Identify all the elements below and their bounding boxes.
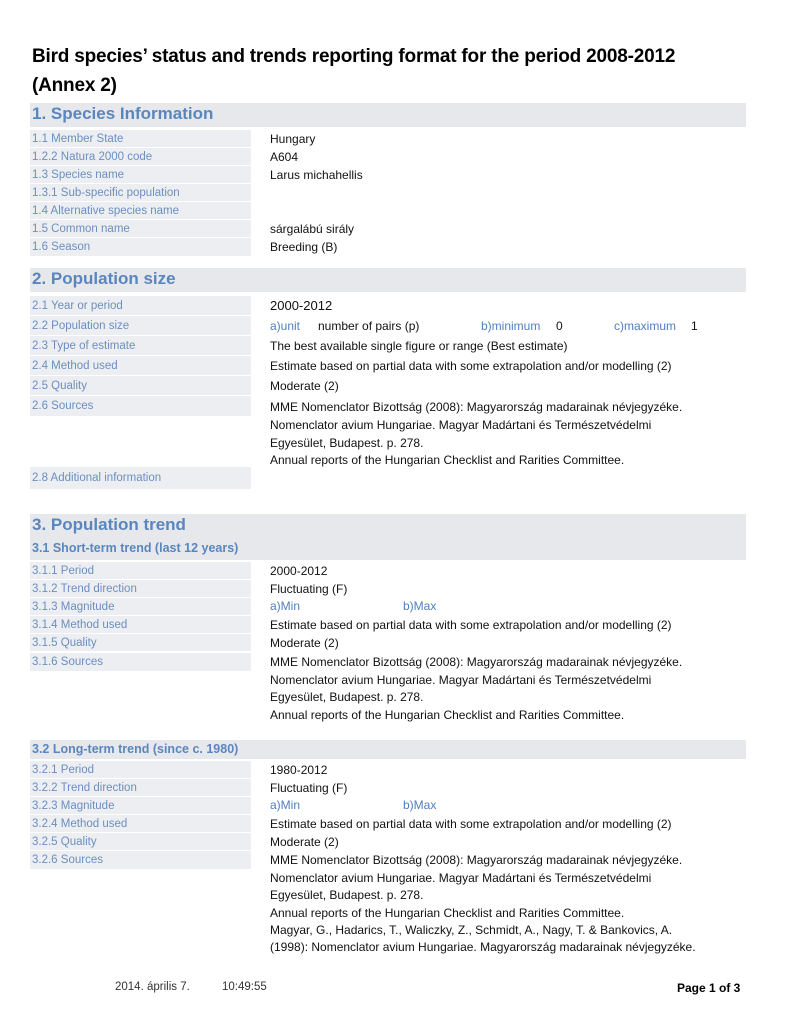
section-species-information — [30, 103, 746, 127]
source-line: Nomenclator avium Hungariae. Magyar Madártani és Természetvédelmi — [270, 418, 652, 432]
label-additional-information: 2.8 Additional information — [30, 467, 251, 489]
source-line: MME Nomenclator Bizottság (2008): Magyarország madarainak névjegyzéke. — [270, 655, 683, 669]
footer-date: 2014. április 7. — [115, 981, 190, 993]
source-line: MME Nomenclator Bizottság (2008): Magyarország madarainak névjegyzéke. — [270, 400, 683, 414]
subsection-long-term-trend — [30, 740, 746, 759]
document-title-line2: (Annex 2) — [32, 75, 117, 96]
label-short-quality: 3.1.5 Quality — [30, 634, 251, 652]
value-quality: Moderate (2) — [270, 379, 339, 393]
label-population-size: 2.2 Population size — [30, 316, 251, 336]
label-short-method-used: 3.1.4 Method used — [30, 616, 251, 634]
label-method-used: 2.4 Method used — [30, 356, 251, 376]
label-short-sources: 3.1.6 Sources — [30, 653, 251, 671]
section-heading: 2. Population size — [32, 269, 176, 288]
value-long-trend-direction: Fluctuating (F) — [270, 781, 348, 795]
label-short-trend-direction: 3.1.2 Trend direction — [30, 580, 251, 598]
label-year-or-period: 2.1 Year or period — [30, 296, 251, 316]
label-long-method-used: 3.2.4 Method used — [30, 815, 251, 833]
long-min-label: a)Min — [270, 798, 301, 812]
unit-label: a)unit — [270, 319, 301, 333]
value-type-of-estimate: The best available single figure or range (Best estimate) — [270, 339, 568, 353]
label-species-name: 1.3 Species name — [30, 166, 251, 184]
subsection-short-term-trend — [30, 539, 746, 560]
source-line: Nomenclator avium Hungariae. Magyar Madártani és Természetvédelmi — [270, 673, 652, 687]
source-line: MME Nomenclator Bizottság (2008): Magyarország madarainak névjegyzéke. — [270, 853, 683, 867]
label-sources: 2.6 Sources — [30, 396, 251, 416]
label-natura-code: 1.2.2 Natura 2000 code — [30, 148, 251, 166]
label-long-quality: 3.2.5 Quality — [30, 833, 251, 851]
subsection-heading: 3.1 Short-term trend (last 12 years) — [32, 541, 239, 555]
value-long-period: 1980-2012 — [270, 763, 328, 777]
section-heading: 1. Species Information — [32, 104, 214, 123]
source-line: (1998): Nomenclator avium Hungariae. Magyarország madarainak névjegyzéke. — [270, 940, 696, 954]
maximum-label: c)maximum — [614, 319, 676, 333]
label-short-magnitude: 3.1.3 Magnitude — [30, 598, 251, 616]
long-max-label: b)Max — [403, 798, 437, 812]
source-line: Magyar, G., Hadarics, T., Waliczky, Z., Schmidt, A., Nagy, T. & Bankovics, A. — [270, 923, 673, 937]
value-long-quality: Moderate (2) — [270, 835, 339, 849]
label-long-trend-direction: 3.2.2 Trend direction — [30, 779, 251, 797]
footer-time: 10:49:55 — [222, 981, 267, 993]
value-natura-code: A604 — [270, 150, 299, 164]
source-line: Egyesület, Budapest. p. 278. — [270, 690, 424, 704]
value-short-period: 2000-2012 — [270, 564, 328, 578]
label-common-name: 1.5 Common name — [30, 220, 251, 238]
source-line: Egyesület, Budapest. p. 278. — [270, 888, 424, 902]
section-population-size — [30, 268, 746, 292]
short-max-label: b)Max — [403, 599, 437, 613]
source-line: Nomenclator avium Hungariae. Magyar Madártani és Természetvédelmi — [270, 871, 652, 885]
footer-page-number: Page 1 of 3 — [677, 981, 741, 995]
value-year-or-period: 2000-2012 — [270, 298, 333, 313]
source-line: Annual reports of the Hungarian Checklist and Rarities Committee. — [270, 906, 625, 920]
minimum-label: b)minimum — [481, 319, 541, 333]
short-min-label: a)Min — [270, 599, 301, 613]
label-long-period: 3.2.1 Period — [30, 761, 251, 779]
value-species-name: Larus michahellis — [270, 168, 363, 182]
section-population-trend — [30, 514, 746, 539]
minimum-value: 0 — [556, 319, 563, 333]
label-long-sources: 3.2.6 Sources — [30, 851, 251, 869]
value-season: Breeding (B) — [270, 240, 338, 254]
source-line: Annual reports of the Hungarian Checklist and Rarities Committee. — [270, 453, 625, 467]
value-short-method-used: Estimate based on partial data with some extrapolation and/or modelling (2) — [270, 618, 672, 632]
value-short-quality: Moderate (2) — [270, 636, 339, 650]
value-common-name: sárgalábú sirály — [270, 222, 355, 236]
label-quality: 2.5 Quality — [30, 376, 251, 396]
maximum-value: 1 — [691, 319, 698, 333]
label-subspecific-population: 1.3.1 Sub-specific population — [30, 184, 251, 202]
source-line: Egyesület, Budapest. p. 278. — [270, 436, 424, 450]
unit-value: number of pairs (p) — [318, 319, 420, 333]
label-short-period: 3.1.1 Period — [30, 562, 251, 580]
label-alternative-species-name: 1.4 Alternative species name — [30, 202, 251, 220]
value-short-trend-direction: Fluctuating (F) — [270, 582, 348, 596]
label-member-state: 1.1 Member State — [30, 130, 251, 148]
value-member-state: Hungary — [270, 132, 316, 146]
value-long-method-used: Estimate based on partial data with some extrapolation and/or modelling (2) — [270, 817, 672, 831]
document-title-line1: Bird species’ status and trends reporting format for the period 2008-2012 — [32, 46, 676, 67]
section-heading: 3. Population trend — [32, 515, 186, 534]
label-type-of-estimate: 2.3 Type of estimate — [30, 336, 251, 356]
subsection-heading: 3.2 Long-term trend (since c. 1980) — [32, 742, 239, 756]
source-line: Annual reports of the Hungarian Checklist and Rarities Committee. — [270, 708, 625, 722]
value-method-used: Estimate based on partial data with some extrapolation and/or modelling (2) — [270, 359, 672, 373]
label-season: 1.6 Season — [30, 238, 251, 256]
label-long-magnitude: 3.2.3 Magnitude — [30, 797, 251, 815]
